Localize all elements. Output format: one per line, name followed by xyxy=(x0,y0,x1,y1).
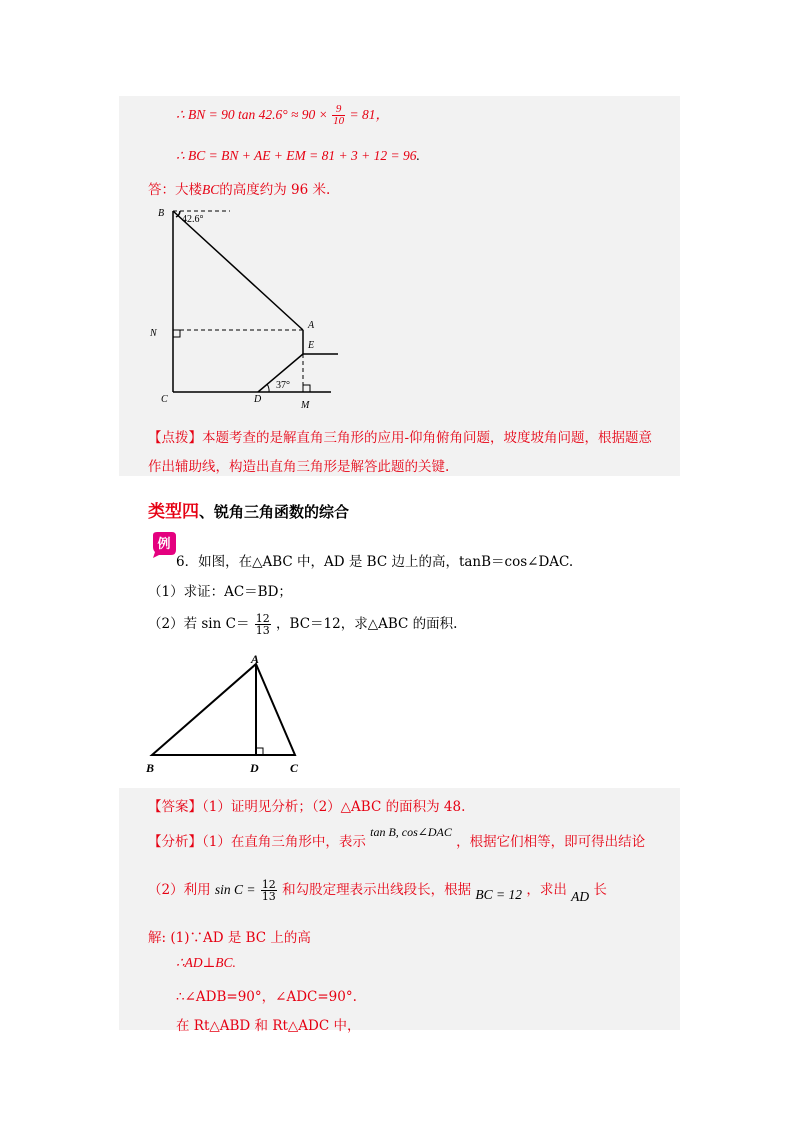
solution-line-4: 在 Rt△ABD 和 Rt△ADC 中， xyxy=(176,1018,361,1034)
example-badge xyxy=(150,530,178,558)
analysis-part-1: 【分析】（1）在直角三角形中，表示 tan B, cos∠DAC ，根据它们相等，即可得出结论 xyxy=(148,825,646,850)
solution-line-2: ∴AD⊥BC. xyxy=(176,955,236,970)
equation-bc: ∴ BC = BN + AE + EM = 81 + 3 + 12 = 96. xyxy=(176,148,420,163)
tri-label-D: D xyxy=(250,761,259,775)
label-N: N xyxy=(150,328,157,339)
answer-summary: 【答案】（1）证明见分析；（2）△ABC 的面积为 48. xyxy=(148,799,466,815)
angle-42-6: 42.6° xyxy=(182,214,204,225)
label-E: E xyxy=(308,340,315,351)
label-D: D xyxy=(254,394,262,405)
label-A: A xyxy=(308,320,315,331)
tri-label-A: A xyxy=(251,652,260,666)
angle-37: 37° xyxy=(276,380,290,391)
label-B: B xyxy=(158,208,165,219)
tip-line-1: 【点拨】本题考查的是解直角三角形的应用-仰角俯角问题，坡度坡角问题，根据题意 xyxy=(148,430,653,446)
answer-line: 答：大楼BC的高度约为 96 米. xyxy=(148,182,331,198)
problem-statement: 6．如图，在△ABC 中，AD 是 BC 边上的高，tanB＝cos∠DAC. xyxy=(176,554,574,570)
solution-line-1: 解: (1)∵AD 是 BC 上的高 xyxy=(148,930,311,946)
solution-line-3: ∴∠ADB=90°，∠ADC=90°. xyxy=(176,989,357,1005)
problem-part-2: （2）若 sin C＝ $\frac{12}{13}$ ，BC＝12，求△ABC 的面积. xyxy=(148,612,458,637)
tri-label-B: B xyxy=(146,761,155,775)
label-C: C xyxy=(161,394,168,405)
svg-text:例: 例 xyxy=(157,536,171,551)
fraction-12-13-b: $\frac{12}{13}$ xyxy=(261,878,276,903)
building-slope-figure xyxy=(148,206,338,414)
problem-part-1: （1）求证：AC＝BD； xyxy=(148,584,292,600)
triangle-figure xyxy=(142,652,312,776)
section-heading: 类型四、锐角三角函数的综合 xyxy=(148,502,350,522)
equation-bn: ∴ BN = 90 tan 42.6° ≈ 90 × $\frac{9}{10}$ = 81， xyxy=(176,103,389,128)
analysis-part-2: （2）利用 sin C = $\frac{12}{13}$ 和勾股定理表示出线段长，根据 BC = 12 ，求出 AD 长 xyxy=(148,878,607,904)
tri-label-C: C xyxy=(290,761,299,775)
tip-line-2: 作出辅助线，构造出直角三角形是解答此题的关键. xyxy=(148,459,450,475)
fraction-12-13: $\frac{12}{13}$ xyxy=(255,612,270,637)
label-M: M xyxy=(301,400,310,411)
fraction-9-10: $\frac{9}{10}$ xyxy=(333,103,345,128)
